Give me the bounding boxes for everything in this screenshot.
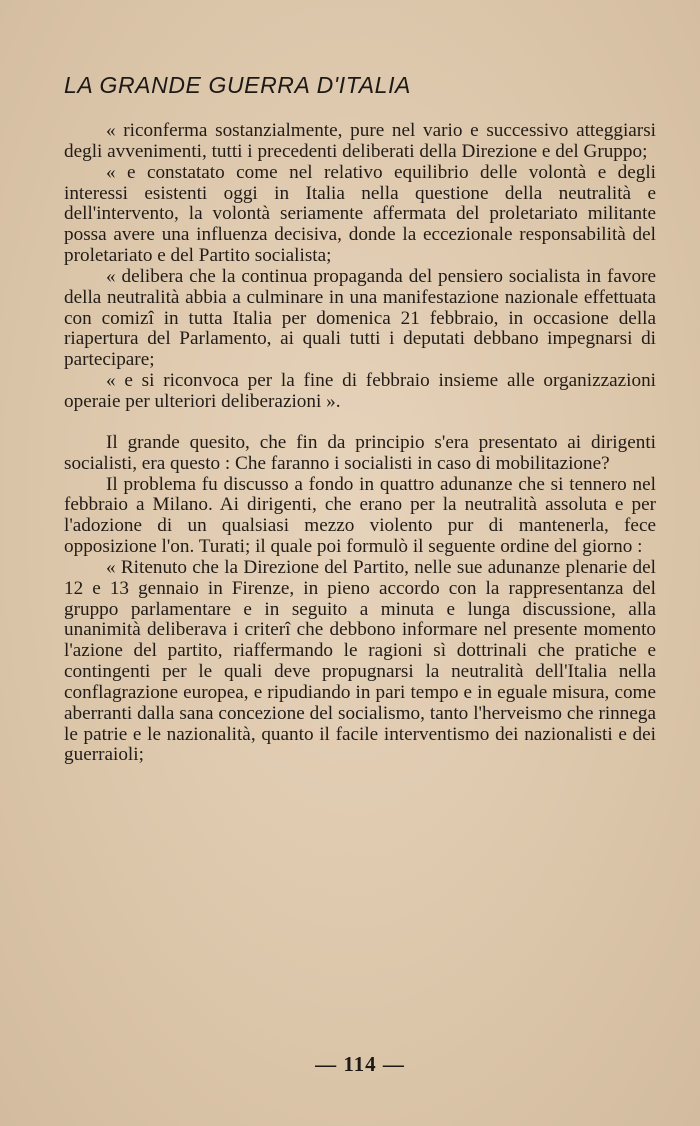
paragraph-2: « e constatato come nel relativo equilibrio delle volontà e degli interessi esistenti oggi in Italia nella questione della neutralità e dell'intervento, la volontà seriamente affermata del proletariato militante possa avere una influenza decisiva, donde la eccezionale responsabilità del proletariato e del Partito socialista; xyxy=(64,161,656,267)
page-number: — 114 — xyxy=(315,1052,405,1076)
paragraph-1: « riconferma sostanzialmente, pure nel vario e successivo atteggiarsi degli avvenimenti, tutti i precedenti deliberati della Direzione e del Gruppo; xyxy=(64,120,656,162)
paragraph-3: « delibera che la continua propaganda del pensiero socialista in favore della neutralità abbia a culminare in una manifestazione nazionale effettuata con comizî in tutta Italia per domenica 21 febbraio, in occasione della riapertura del Parlamento, ai quali tutti i deputati debbano impegnarsi di partecipare; xyxy=(64,265,656,371)
body-text xyxy=(64,121,656,766)
running-head: LA GRANDE GUERRA D'ITALIA xyxy=(64,72,411,98)
paragraph-5: Il grande quesito, che fin da principio s'era presentato ai dirigenti socialisti, era questo : Che faranno i socialisti in caso di mobilitazione? xyxy=(64,431,656,474)
paragraph-4: « e si riconvoca per la fine di febbraio insieme alle organizzazioni operaie per ulteriori deliberazioni ». xyxy=(64,370,656,412)
paragraph-7: « Ritenuto che la Direzione del Partito, nelle sue adunanze plenarie del 12 e 13 gennaio in Firenze, in pieno accordo con la rappresentanza del gruppo parlamentare e in seguito a minuta e lunga discussione, alla unanimità deliberava i criterî che debbono informare nel presente momento l'azione del partito, riaffermando le ragioni sì dottrinali che pratiche e contingenti per le quali deve propugnarsi la neutralità dell'Italia nella conflagrazione europea, e ripudiando in pari tempo e in eguale misura, come aberranti dalla sana concezione del socialismo, tanto l'herveismo che rinnega le patrie e le nazionalità, quanto il facile interventismo dei nazionalisti e dei guerraioli; xyxy=(64,556,656,766)
book-page xyxy=(64,0,656,1126)
paragraph-6: Il problema fu discusso a fondo in quattro adunanze che si tennero nel febbraio a Milano. Ai dirigenti, che erano per la neutralità assoluta e per l'adozione di un qualsiasi mezzo violento pur di mantenerla, fece opposizione l'on. Turati; il quale poi formulò il seguente ordine del giorno : xyxy=(64,473,656,558)
